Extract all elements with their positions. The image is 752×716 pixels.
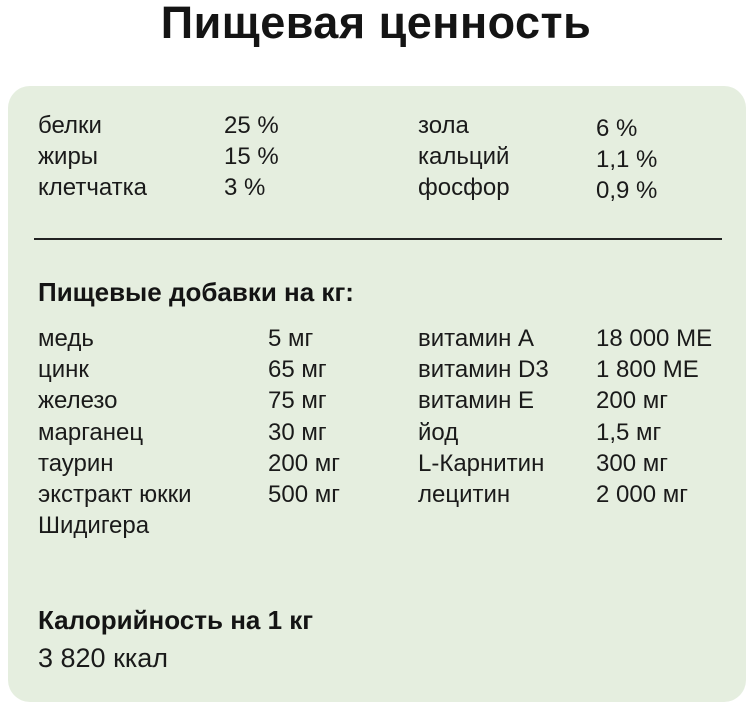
supplement-value: 30 мг (268, 419, 327, 446)
composition-value: 6 % (596, 115, 638, 142)
supplement-value: 75 мг (268, 387, 327, 414)
composition-name: зола (418, 112, 469, 139)
composition-value: 25 % (224, 112, 279, 139)
supplement-name: медь (38, 325, 94, 352)
supplement-name: витамин А (418, 325, 535, 352)
supplement-name: витамин D3 (418, 356, 549, 383)
composition-value: 15 % (224, 143, 279, 170)
composition-name: белки (38, 112, 102, 139)
supplement-name-continuation: Шидигера (38, 512, 150, 539)
supplement-name: цинк (38, 356, 89, 383)
supplement-name: L-Карнитин (418, 450, 545, 477)
section-divider (34, 238, 722, 240)
supplement-value: 500 мг (268, 481, 340, 508)
composition-name: клетчатка (38, 174, 148, 201)
supplement-value: 18 000 МЕ (596, 325, 713, 352)
composition-name: жиры (38, 143, 99, 170)
supplement-name: йод (418, 419, 459, 446)
composition-value: 1,1 % (596, 146, 658, 173)
calories-value: 3 820 ккал (38, 643, 169, 673)
supplement-value: 1,5 мг (596, 419, 662, 446)
supplement-name: таурин (38, 450, 114, 477)
page-title: Пищевая ценность (160, 0, 592, 48)
supplement-value: 200 мг (596, 387, 668, 414)
composition-value: 0,9 % (596, 177, 658, 204)
supplement-value: 200 мг (268, 450, 340, 477)
supplement-value: 2 000 мг (596, 481, 688, 508)
supplement-name: витамин Е (418, 387, 535, 414)
supplement-name: лецитин (418, 481, 511, 508)
supplement-value: 5 мг (268, 325, 314, 352)
composition-name: фосфор (418, 174, 510, 201)
supplement-name: марганец (38, 419, 144, 446)
calories-heading: Калорийность на 1 кг (38, 605, 314, 635)
composition-name: кальций (418, 143, 510, 170)
composition-value: 3 % (224, 174, 266, 201)
supplements-heading: Пищевые добавки на кг: (38, 277, 354, 307)
supplement-name: железо (38, 387, 118, 414)
supplement-value: 1 800 МЕ (596, 356, 699, 383)
supplement-value: 300 мг (596, 450, 668, 477)
supplement-value: 65 мг (268, 356, 327, 383)
supplement-name: экстракт юкки (38, 481, 192, 508)
